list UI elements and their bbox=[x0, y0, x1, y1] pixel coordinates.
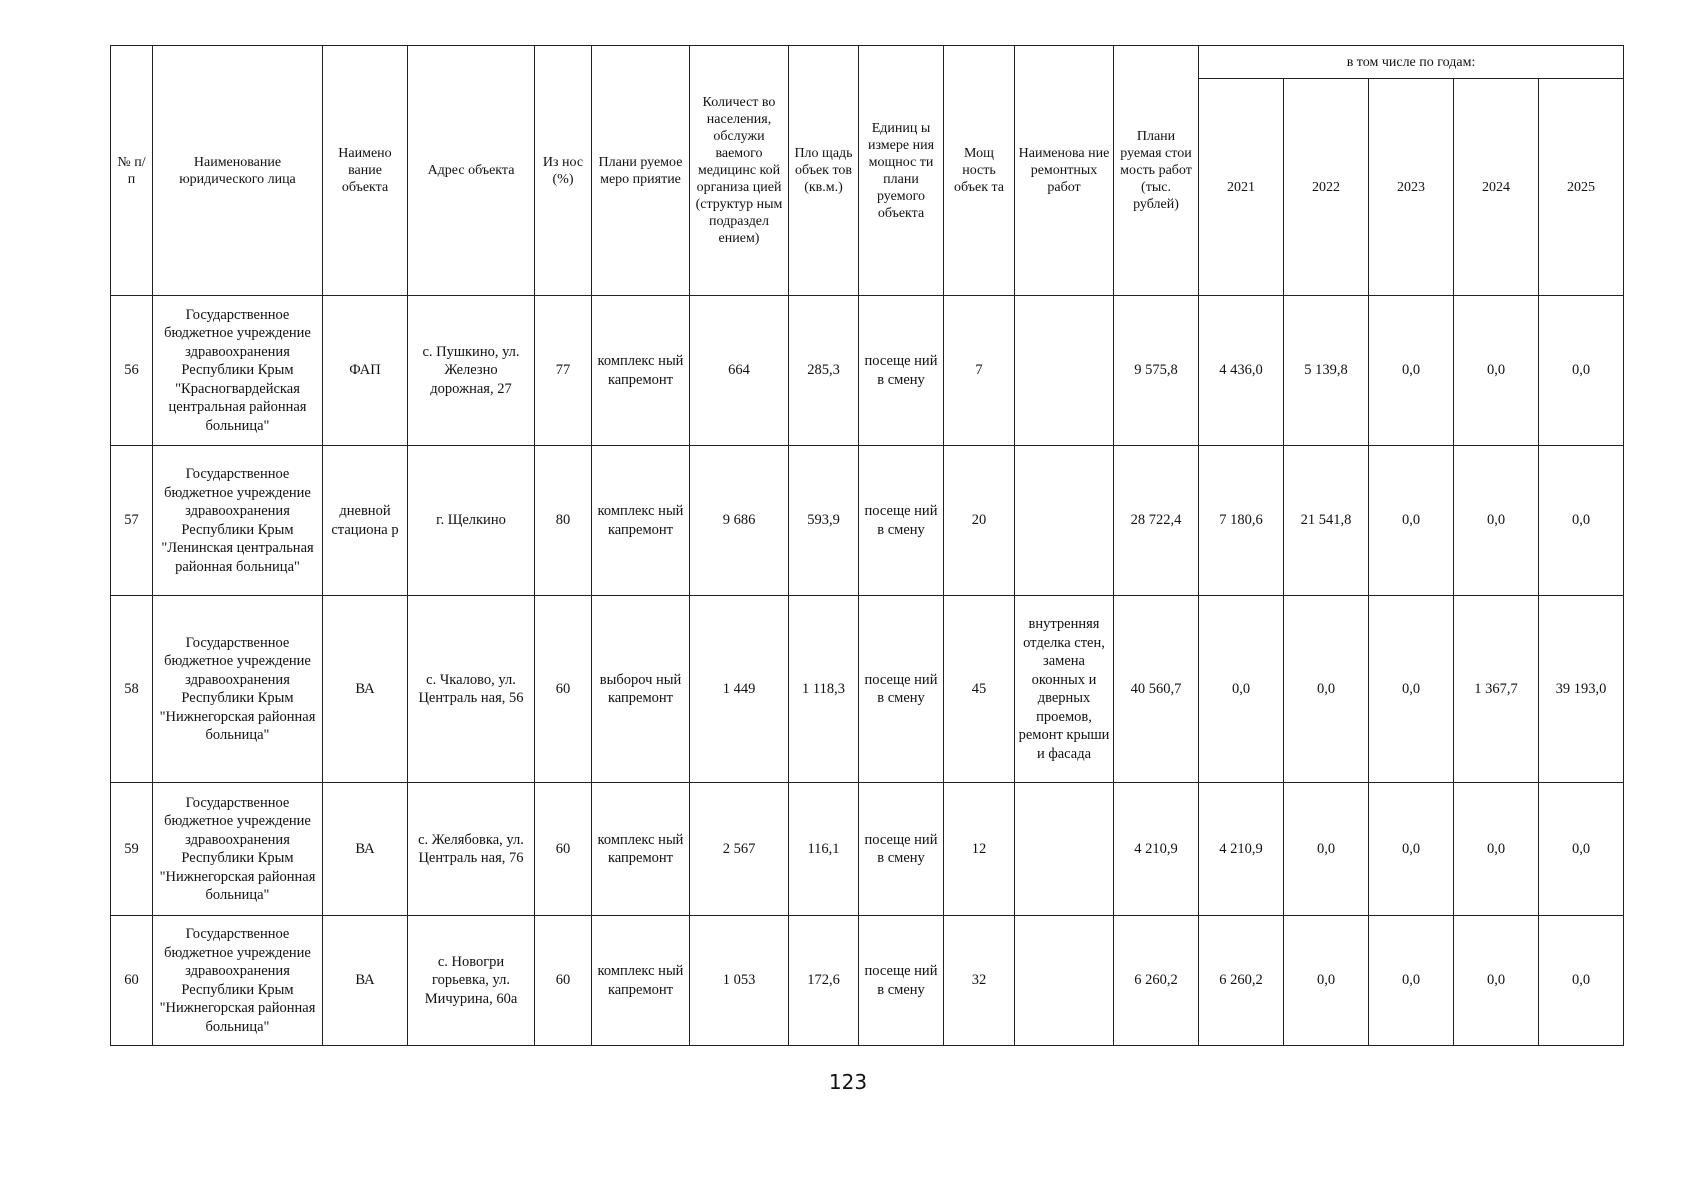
header-works: Наименова ние ремонтных работ bbox=[1015, 46, 1114, 296]
header-object-name: Наимено вание объекта bbox=[323, 46, 408, 296]
row-units: посеще ний в смену bbox=[859, 916, 944, 1046]
row-measure: комплекс ный капремонт bbox=[592, 783, 690, 916]
row-2024: 0,0 bbox=[1454, 916, 1539, 1046]
row-address: с. Чкалово, ул. Централь ная, 56 bbox=[408, 596, 535, 783]
row-measure: комплекс ный капремонт bbox=[592, 916, 690, 1046]
row-capacity: 12 bbox=[944, 783, 1015, 916]
header-area: Пло щадь объек тов (кв.м.) bbox=[789, 46, 859, 296]
row-wear: 77 bbox=[535, 296, 592, 446]
row-capacity: 20 bbox=[944, 446, 1015, 596]
row-units: посеще ний в смену bbox=[859, 596, 944, 783]
row-wear: 80 bbox=[535, 446, 592, 596]
row-capacity: 7 bbox=[944, 296, 1015, 446]
row-address: г. Щелкино bbox=[408, 446, 535, 596]
table-row bbox=[111, 916, 1624, 1046]
row-units: посеще ний в смену bbox=[859, 783, 944, 916]
row-2022: 0,0 bbox=[1284, 596, 1369, 783]
row-num: 57 bbox=[111, 446, 153, 596]
row-org: Государственное бюджетное учреждение здравоохранения Республики Крым "Нижнегорская районная больница" bbox=[153, 596, 323, 783]
row-2022: 0,0 bbox=[1284, 916, 1369, 1046]
row-measure: комплекс ный капремонт bbox=[592, 446, 690, 596]
row-2022: 0,0 bbox=[1284, 783, 1369, 916]
capital-repair-table bbox=[110, 45, 1624, 1046]
row-address: с. Желябовка, ул. Централь ная, 76 bbox=[408, 783, 535, 916]
row-2021: 6 260,2 bbox=[1199, 916, 1284, 1046]
row-units: посеще ний в смену bbox=[859, 446, 944, 596]
header-org: Наименование юридического лица bbox=[153, 46, 323, 296]
row-2021: 0,0 bbox=[1199, 596, 1284, 783]
header-cost: Плани руемая стои мость работ (тыс. рублей) bbox=[1114, 46, 1199, 296]
row-cost: 9 575,8 bbox=[1114, 296, 1199, 446]
row-wear: 60 bbox=[535, 783, 592, 916]
header-population: Количест во населения, обслужи ваемого медицинс кой организа цией (структур ным подраздел ением) bbox=[690, 46, 789, 296]
row-area: 285,3 bbox=[789, 296, 859, 446]
row-cost: 6 260,2 bbox=[1114, 916, 1199, 1046]
header-year-2022: 2022 bbox=[1284, 79, 1369, 296]
row-2025: 0,0 bbox=[1539, 783, 1624, 916]
row-object-name: ВА bbox=[323, 783, 408, 916]
row-capacity: 32 bbox=[944, 916, 1015, 1046]
header-years-group: в том числе по годам: bbox=[1199, 46, 1624, 79]
row-org: Государственное бюджетное учреждение здравоохранения Республики Крым "Нижнегорская районная больница" bbox=[153, 916, 323, 1046]
row-2025: 0,0 bbox=[1539, 296, 1624, 446]
header-year-2025: 2025 bbox=[1539, 79, 1624, 296]
row-capacity: 45 bbox=[944, 596, 1015, 783]
row-works: внутренняя отделка стен, замена оконных и дверных проемов, ремонт крыши и фасада bbox=[1015, 596, 1114, 783]
row-object-name: ВА bbox=[323, 596, 408, 783]
row-area: 116,1 bbox=[789, 783, 859, 916]
header-year-2023: 2023 bbox=[1369, 79, 1454, 296]
row-population: 1 053 bbox=[690, 916, 789, 1046]
row-2023: 0,0 bbox=[1369, 296, 1454, 446]
header-units: Единиц ы измере ния мощнос ти плани руемого объекта bbox=[859, 46, 944, 296]
row-area: 1 118,3 bbox=[789, 596, 859, 783]
row-2022: 21 541,8 bbox=[1284, 446, 1369, 596]
header-wear: Из нос (%) bbox=[535, 46, 592, 296]
row-address: с. Новогри горьевка, ул. Мичурина, 60а bbox=[408, 916, 535, 1046]
header-year-2024: 2024 bbox=[1454, 79, 1539, 296]
row-measure: выбороч ный капремонт bbox=[592, 596, 690, 783]
row-object-name: ВА bbox=[323, 916, 408, 1046]
table-row bbox=[111, 596, 1624, 783]
row-measure: комплекс ный капремонт bbox=[592, 296, 690, 446]
row-works bbox=[1015, 916, 1114, 1046]
row-2023: 0,0 bbox=[1369, 916, 1454, 1046]
row-2023: 0,0 bbox=[1369, 596, 1454, 783]
row-wear: 60 bbox=[535, 916, 592, 1046]
row-cost: 28 722,4 bbox=[1114, 446, 1199, 596]
header-measure: Плани руемое меро приятие bbox=[592, 46, 690, 296]
row-2021: 4 436,0 bbox=[1199, 296, 1284, 446]
row-2021: 7 180,6 bbox=[1199, 446, 1284, 596]
header-num: № п/п bbox=[111, 46, 153, 296]
row-area: 172,6 bbox=[789, 916, 859, 1046]
row-population: 664 bbox=[690, 296, 789, 446]
row-works bbox=[1015, 783, 1114, 916]
row-object-name: дневной стациона р bbox=[323, 446, 408, 596]
header-address: Адрес объекта bbox=[408, 46, 535, 296]
row-population: 9 686 bbox=[690, 446, 789, 596]
row-2024: 1 367,7 bbox=[1454, 596, 1539, 783]
row-num: 58 bbox=[111, 596, 153, 783]
row-works bbox=[1015, 446, 1114, 596]
row-org: Государственное бюджетное учреждение здравоохранения Республики Крым "Ленинская центральная районная больница" bbox=[153, 446, 323, 596]
row-num: 56 bbox=[111, 296, 153, 446]
row-object-name: ФАП bbox=[323, 296, 408, 446]
table-row bbox=[111, 446, 1624, 596]
row-2025: 0,0 bbox=[1539, 916, 1624, 1046]
page-number: 123 bbox=[828, 1070, 868, 1094]
header-year-2021: 2021 bbox=[1199, 79, 1284, 296]
row-area: 593,9 bbox=[789, 446, 859, 596]
row-2024: 0,0 bbox=[1454, 783, 1539, 916]
row-population: 1 449 bbox=[690, 596, 789, 783]
row-2024: 0,0 bbox=[1454, 296, 1539, 446]
table-row bbox=[111, 296, 1624, 446]
row-org: Государственное бюджетное учреждение здравоохранения Республики Крым "Красногвардейская центральная районная больница" bbox=[153, 296, 323, 446]
row-2025: 0,0 bbox=[1539, 446, 1624, 596]
row-2024: 0,0 bbox=[1454, 446, 1539, 596]
row-2023: 0,0 bbox=[1369, 446, 1454, 596]
table-row bbox=[111, 783, 1624, 916]
row-address: с. Пушкино, ул. Железно дорожная, 27 bbox=[408, 296, 535, 446]
row-2022: 5 139,8 bbox=[1284, 296, 1369, 446]
row-num: 59 bbox=[111, 783, 153, 916]
row-num: 60 bbox=[111, 916, 153, 1046]
row-units: посеще ний в смену bbox=[859, 296, 944, 446]
row-wear: 60 bbox=[535, 596, 592, 783]
row-2023: 0,0 bbox=[1369, 783, 1454, 916]
row-cost: 4 210,9 bbox=[1114, 783, 1199, 916]
row-cost: 40 560,7 bbox=[1114, 596, 1199, 783]
header-capacity: Мощ ность объек та bbox=[944, 46, 1015, 296]
row-population: 2 567 bbox=[690, 783, 789, 916]
row-2021: 4 210,9 bbox=[1199, 783, 1284, 916]
row-works bbox=[1015, 296, 1114, 446]
row-2025: 39 193,0 bbox=[1539, 596, 1624, 783]
row-org: Государственное бюджетное учреждение здравоохранения Республики Крым "Нижнегорская районная больница" bbox=[153, 783, 323, 916]
